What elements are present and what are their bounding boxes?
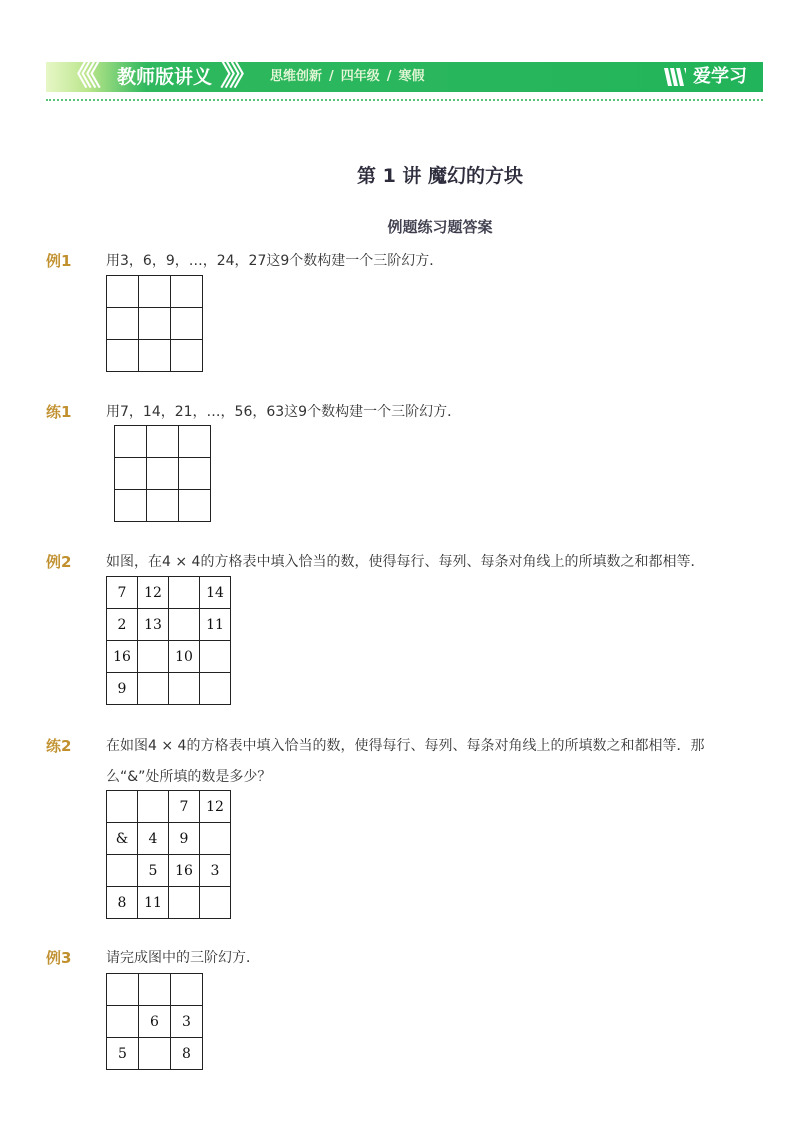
grid-cell — [139, 276, 171, 308]
magic-square-grid — [106, 790, 231, 919]
grid-cell — [139, 340, 171, 372]
grid-cell — [115, 426, 147, 458]
grid-cell: 5 — [138, 855, 169, 887]
grid-cell: 11 — [200, 609, 231, 641]
grid-cell — [115, 458, 147, 490]
grid-cell: 12 — [200, 791, 231, 823]
grid-cell — [107, 855, 138, 887]
grid-cell: 8 — [171, 1038, 203, 1070]
grid-cell — [147, 490, 179, 522]
grid-cell: 13 — [138, 609, 169, 641]
chevron-right-icon: 》》 — [220, 58, 253, 93]
grid-cell — [200, 887, 231, 919]
grid-cell — [107, 791, 138, 823]
grid-cell — [171, 974, 203, 1006]
grid-cell: 16 — [107, 641, 138, 673]
grid-cell — [107, 276, 139, 308]
example-text: 请完成图中的三阶幻方． — [106, 950, 260, 966]
grid-cell: 6 — [139, 1006, 171, 1038]
grid-cell — [138, 791, 169, 823]
header-title: 教师版讲义 — [117, 66, 213, 88]
grid-cell — [171, 308, 203, 340]
grid-cell — [169, 577, 200, 609]
example-label: 练1 — [46, 403, 72, 421]
example-text: 如图，在4 × 4的方格表中填入恰当的数，使得每行、每列、每条对角线上的所填数之和都相等． — [106, 554, 705, 570]
grid-cell: 11 — [138, 887, 169, 919]
example-label: 例1 — [46, 252, 72, 270]
grid-cell — [147, 426, 179, 458]
grid-cell: 9 — [169, 823, 200, 855]
grid-cell: 10 — [169, 641, 200, 673]
grid-cell — [107, 974, 139, 1006]
grid-cell — [138, 673, 169, 705]
grid-cell: 3 — [200, 855, 231, 887]
grid-cell — [107, 1006, 139, 1038]
example-label: 例3 — [46, 949, 72, 967]
grid-cell — [169, 673, 200, 705]
magic-square-grid — [106, 275, 203, 372]
grid-cell: 9 — [107, 673, 138, 705]
breadcrumb-separator: / — [386, 69, 392, 84]
breadcrumb-item: 思维创新 — [270, 69, 323, 84]
grid-cell: 14 — [200, 577, 231, 609]
grid-cell: 7 — [169, 791, 200, 823]
grid-cell: 3 — [171, 1006, 203, 1038]
breadcrumb-item: 寒假 — [398, 69, 425, 84]
grid-cell: 4 — [138, 823, 169, 855]
example-text: 在如图4 × 4的方格表中填入恰当的数，使得每行、每列、每条对角线上的所填数之和都相等．那 — [106, 738, 705, 754]
grid-cell — [171, 340, 203, 372]
grid-cell — [200, 641, 231, 673]
grid-cell — [200, 673, 231, 705]
grid-cell — [179, 490, 211, 522]
grid-cell — [169, 609, 200, 641]
grid-cell: 8 — [107, 887, 138, 919]
magic-square-grid — [106, 576, 231, 705]
example-text: 用3，6，9，…，24，27这9个数构建一个三阶幻方． — [106, 253, 444, 269]
grid-cell: 2 — [107, 609, 138, 641]
chevron-left-icon: 《《 — [62, 58, 95, 93]
example-text-continued: 么“&”处所填的数是多少？ — [106, 769, 272, 785]
grid-cell — [139, 308, 171, 340]
grid-cell — [171, 276, 203, 308]
breadcrumb — [270, 66, 425, 88]
grid-cell: & — [107, 823, 138, 855]
example-label: 练2 — [46, 737, 72, 755]
section-subtitle: 例题练习题答案 — [387, 218, 493, 236]
example-label: 例2 — [46, 553, 72, 571]
grid-cell — [139, 974, 171, 1006]
grid-cell — [107, 340, 139, 372]
header-divider — [46, 99, 763, 101]
page-title: 第 1 讲 魔幻的方块 — [356, 165, 524, 187]
brand-name: 爱学习 — [693, 66, 747, 87]
example-text: 用7，14，21，…，56，63这9个数构建一个三阶幻方． — [106, 404, 462, 420]
grid-cell: 16 — [169, 855, 200, 887]
magic-square-grid — [114, 425, 211, 522]
grid-cell — [107, 308, 139, 340]
magic-square-grid — [106, 973, 203, 1070]
grid-cell: 12 — [138, 577, 169, 609]
breadcrumb-separator: / — [329, 69, 334, 84]
grid-cell — [147, 458, 179, 490]
grid-cell — [169, 887, 200, 919]
stripes-logo-icon — [662, 64, 688, 90]
grid-cell — [179, 458, 211, 490]
grid-cell — [139, 1038, 171, 1070]
grid-cell: 5 — [107, 1038, 139, 1070]
grid-cell — [179, 426, 211, 458]
grid-cell — [115, 490, 147, 522]
grid-cell — [200, 823, 231, 855]
grid-cell — [138, 641, 169, 673]
grid-cell: 7 — [107, 577, 138, 609]
breadcrumb-item: 四年级 — [340, 69, 380, 84]
